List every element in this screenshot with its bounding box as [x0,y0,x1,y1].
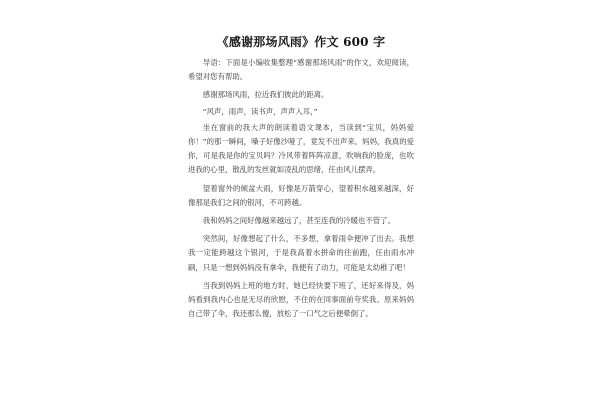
article-page [188,34,414,325]
umbrella-paragraph: 突然间，好像想起了什么，不多想，拿着雨伞便冲了出去。我想我一定能跨越这个银河，于是我高着水拼命的往前跑，任由雨水冲刷，只是一想到妈妈没有拿伞，我便有了动力，可能是太幼稚了吧！ [188,234,414,272]
distance-paragraph: 我和妈妈之间好像越来越远了，甚至连我的冷暖也不管了。 [202,216,395,226]
thanks-paragraph: 感谢那场风雨，拉近我们彼此的距离。 [202,90,329,100]
rain-paragraph: 望着窗外的倾盆大雨，好像是万箭穿心，望着积水越来越深，好像那是我们之间的银河，不可跨越。 [188,183,414,207]
article-title: 《感谢那场风雨》作文 600 字 [216,35,386,49]
ending-paragraph: 当我到妈妈上班的地方时，她已经快要下班了，还好来得及，妈妈看到我内心也是无尽的欣慰，不住的在同事面前夸奖我。原来妈妈自己带了伞，我还那么傻，放松了一口气之后便晕倒了。 [188,280,414,319]
reading-paragraph: 坐在窗前的我大声的朗读着语文课本，当读到“宝贝，妈妈爱你！”的那一瞬间，嗓子好像沙哑了，竟发不出声来。妈妈，我真的爱你，可是我是你的宝贝吗？冷风带着阵阵凉意，吹响我的脸庞，也吹进我的心里，散乱的发丝就如凌乱的思绪，任由风儿摆弄。 [188,122,414,175]
quote-paragraph: “风声，雨声，读书声，声声入耳，” [202,106,318,116]
intro-paragraph: 导语：下面是小编收集整理“感谢那场风雨”的作文，欢迎阅读，希望对您有帮助。 [188,58,414,82]
